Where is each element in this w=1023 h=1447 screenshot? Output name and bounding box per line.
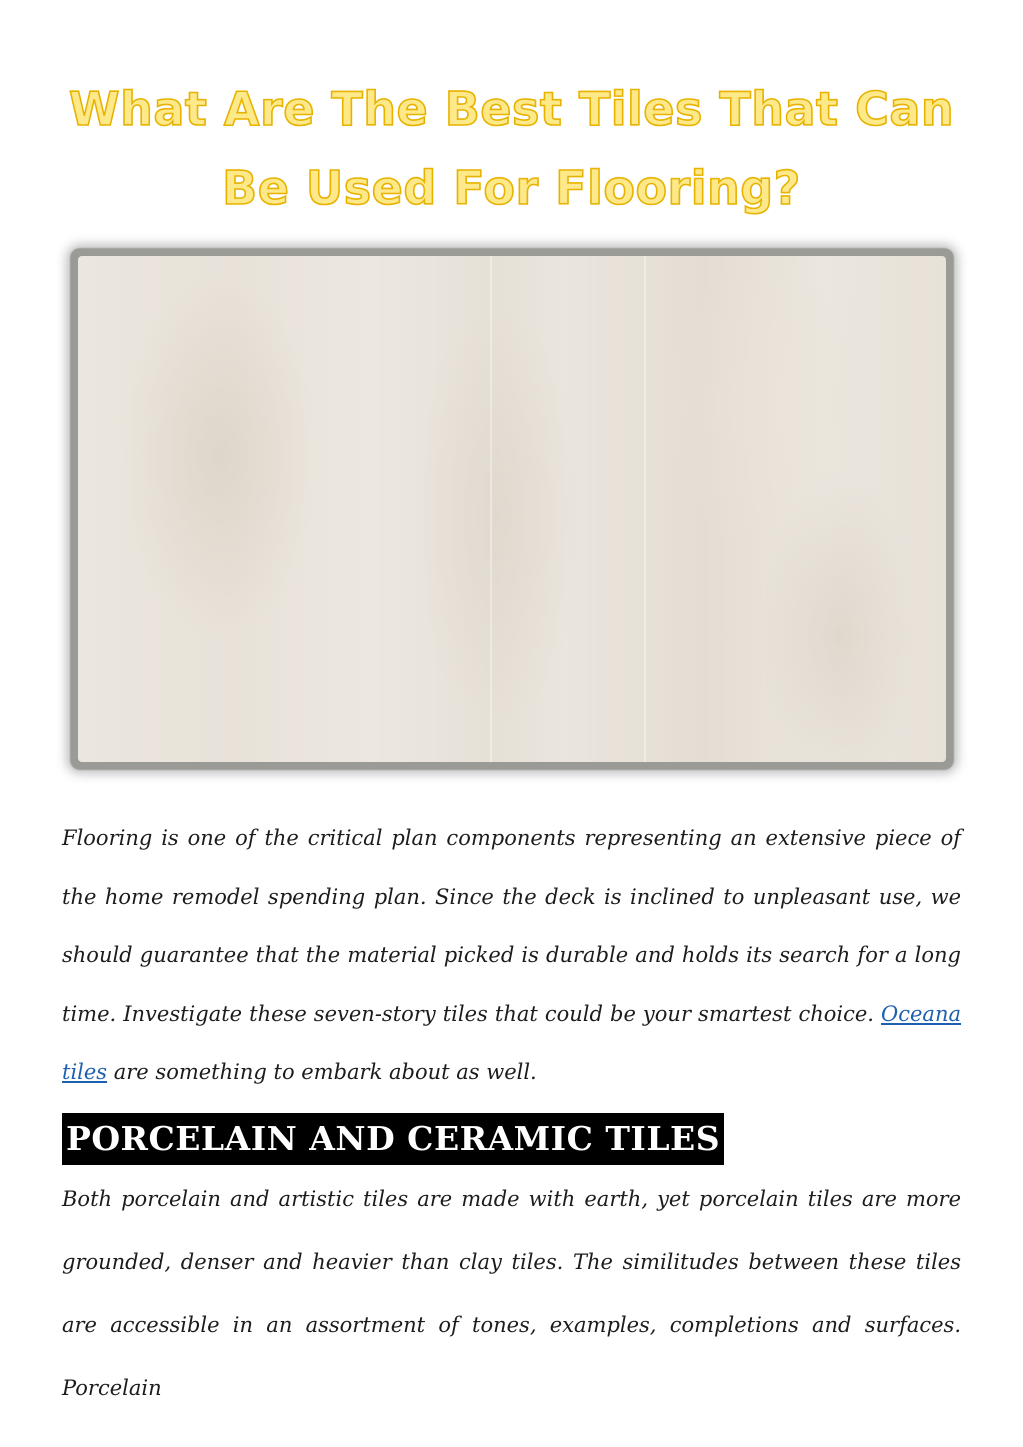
section-heading: PORCELAIN AND CERAMIC TILES — [62, 1113, 724, 1165]
intro-text-before-link: Flooring is one of the critical plan components representing an extensive piece of the home remodel spending plan. Since the deck is inclined to unpleasant use, we should guarantee that the material picked is durable and holds its search for a long time. Investigate these seven-story tiles that could be your smartest choice. — [62, 826, 961, 1026]
section-paragraph: Both porcelain and artistic tiles are made with earth, yet porcelain tiles are more grounded, denser and heavier than clay tiles. The similitudes between these tiles are accessible in an assortment of tones, examples, completions and surfaces. Porcelain — [62, 1187, 961, 1400]
tile-texture-image — [78, 256, 946, 762]
intro-text-after-link: are something to embark about as well. — [107, 1060, 537, 1084]
oceana-tiles-link[interactable]: Oceana tiles — [62, 1001, 961, 1084]
page-title: What Are The Best Tiles That Can Be Used For Flooring? — [68, 82, 955, 215]
intro-paragraph — [62, 809, 961, 1102]
